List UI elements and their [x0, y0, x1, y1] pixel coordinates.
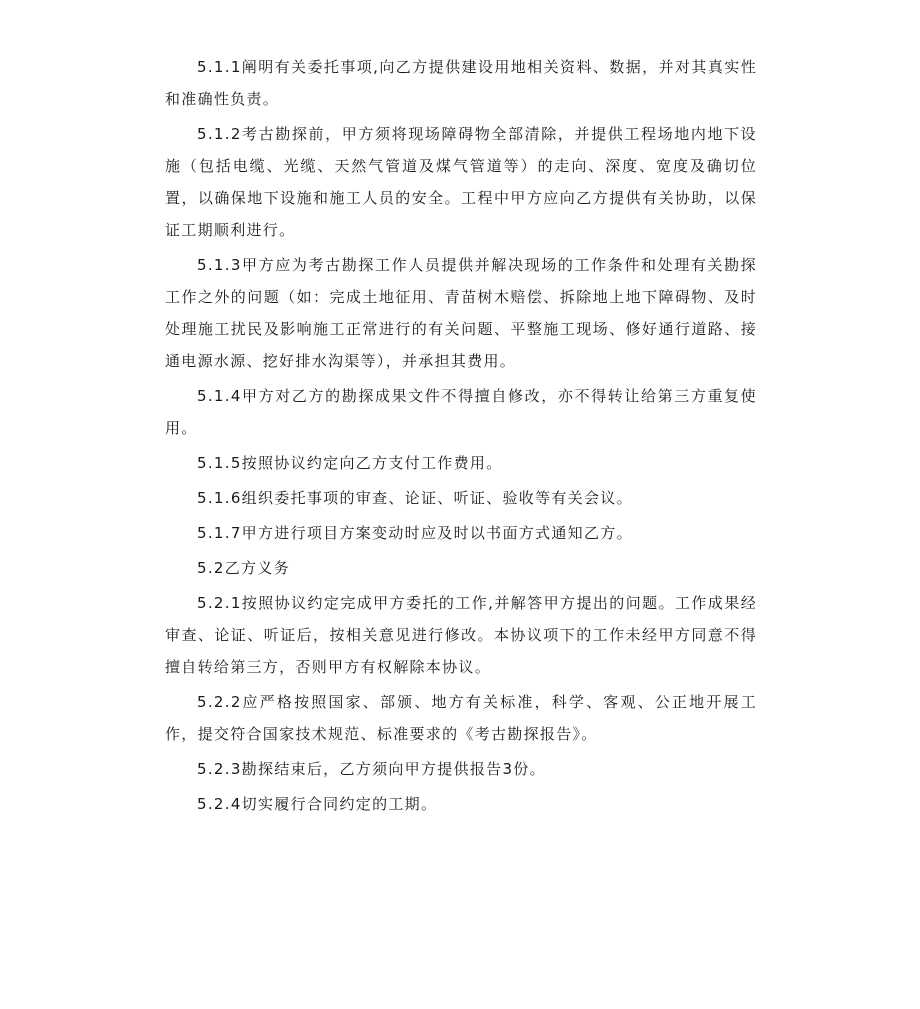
clause-5-1-3: 5.1.3甲方应为考古勘探工作人员提供并解决现场的工作条件和处理有关勘探工作之外的问题（如：完成土地征用、青苗树木赔偿、拆除地上地下障碍物、及时处理施工扰民及影响施工正常进行的有关问题、平整施工现场、修好通行道路、接通电源水源、挖好排水沟渠等），并承担其费用。 [165, 256, 757, 370]
clause-5-1-1: 5.1.1阐明有关委托事项,向乙方提供建设用地相关资料、数据，并对其真实性和准确性负责。 [165, 58, 757, 108]
clause-5-2-3: 5.2.3勘探结束后，乙方须向甲方提供报告3份。 [197, 760, 546, 778]
clause-5-1-2: 5.1.2考古勘探前，甲方须将现场障碍物全部清除，并提供工程场地内地下设施（包括电缆、光缆、天然气管道及煤气管道等）的走向、深度、宽度及确切位置，以确保地下设施和施工人员的安全。工程中甲方应向乙方提供有关协助，以保证工期顺利进行。 [165, 125, 757, 239]
clause-5-2-4: 5.2.4切实履行合同约定的工期。 [197, 795, 438, 813]
section-5-2-heading: 5.2乙方义务 [197, 559, 290, 577]
clause-5-1-6: 5.1.6组织委托事项的审查、论证、听证、验收等有关会议。 [197, 489, 633, 507]
clause-5-2-1: 5.2.1按照协议约定完成甲方委托的工作,并解答甲方提出的问题。工作成果经审查、论证、听证后，按相关意见进行修改。本协议项下的工作未经甲方同意不得擅自转给第三方，否则甲方有权解除本协议。 [165, 594, 757, 676]
clause-5-1-5: 5.1.5按照协议约定向乙方支付工作费用。 [197, 454, 503, 472]
clause-5-1-7: 5.1.7甲方进行项目方案变动时应及时以书面方式通知乙方。 [197, 524, 633, 542]
clause-5-2-2: 5.2.2应严格按照国家、部颁、地方有关标准，科学、客观、公正地开展工作，提交符合国家技术规范、标准要求的《考古勘探报告》。 [165, 693, 757, 743]
clause-5-1-4: 5.1.4甲方对乙方的勘探成果文件不得擅自修改，亦不得转让给第三方重复使用。 [165, 387, 757, 437]
document-body [165, 51, 757, 823]
